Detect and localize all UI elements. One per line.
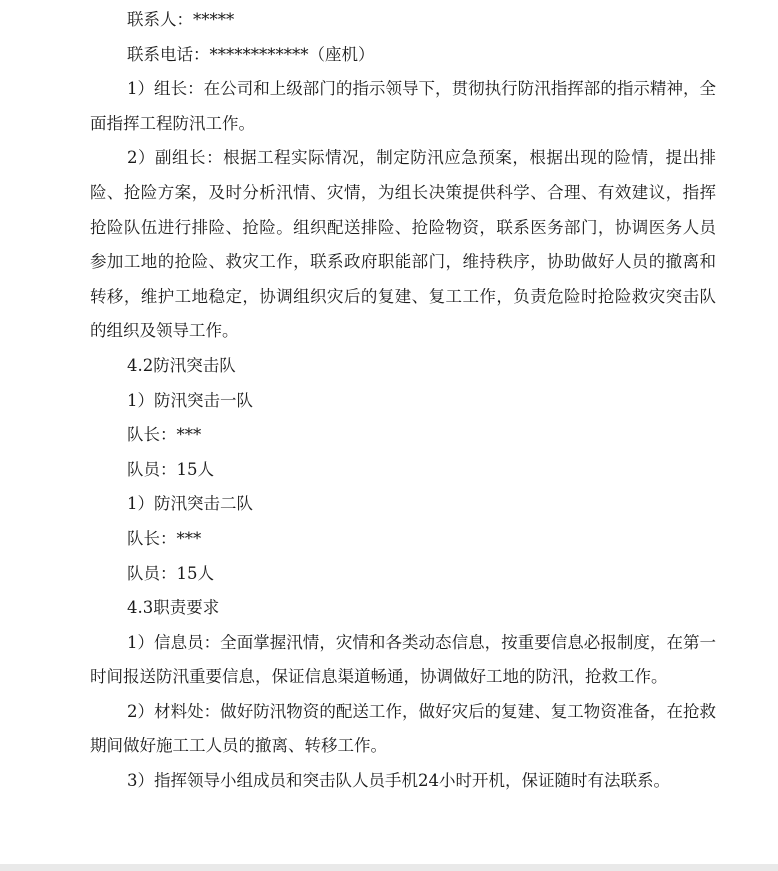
team-two-members: 队员：15人 [127,563,214,583]
materials-office-paragraph: 2）材料处：做好防汛物资的配送工作，做好灾后的复建、复工物资准备，在抢救期间做好施工工人员的撤离、转移工作。 [90,701,716,756]
contact-person-line: 联系人：***** [127,10,235,29]
page-bottom-divider [0,864,778,871]
team-one-heading: 1）防汛突击一队 [127,390,253,410]
document-body [90,3,716,799]
deputy-leader-paragraph: 2）副组长：根据工程实际情况，制定防汛应急预案，根据出现的险情，提出排险、抢险方案，及时分析汛情、灾情，为组长决策提供科学、合理、有效建议，指挥抢险队伍进行排险、抢险。组织配送排险、抢险物资，联系医务部门，协调医务人员参加工地的抢险、救灾工作，联系政府职能部门，维持秩序，协助做好人员的撤离和转移，维护工地稳定，协调组织灾后的复建、复工工作，负责危险时抢险救灾突击队的组织及领导工作。 [90,148,716,341]
contact-phone-line: 联系电话：************（座机） [127,44,375,64]
information-officer-paragraph: 1）信息员：全面掌握汛情，灾情和各类动态信息，按重要信息必报制度，在第一时间报送防汛重要信息，保证信息渠道畅通，协调做好工地的防汛，抢救工作。 [90,632,716,687]
section-heading-4-3: 4.3职责要求 [127,598,220,618]
team-one-members: 队员：15人 [127,459,214,479]
phone-on-duty-paragraph: 3）指挥领导小组成员和突击队人员手机24小时开机，保证随时有法联系。 [127,771,670,791]
team-two-captain: 队长：*** [127,528,202,548]
team-one-captain: 队长：*** [127,425,202,445]
group-leader-paragraph: 1）组长：在公司和上级部门的指示领导下，贯彻执行防汛指挥部的指示精神，全面指挥工程防汛工作。 [90,79,716,133]
team-two-heading: 1）防汛突击二队 [127,494,253,514]
section-heading-4-2: 4.2防汛突击队 [127,355,236,375]
